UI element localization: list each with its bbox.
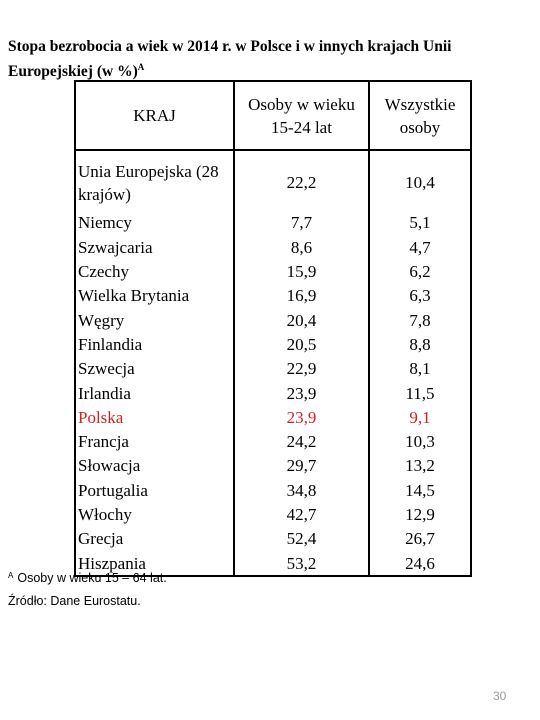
all-rate-cell: 4,7 bbox=[369, 235, 471, 259]
country-cell: Grecja bbox=[75, 527, 234, 551]
title-footnote-marker: A bbox=[137, 62, 145, 72]
all-rate-cell: 11,5 bbox=[369, 381, 471, 405]
table-row bbox=[75, 235, 471, 259]
page-title bbox=[8, 36, 538, 82]
all-rate-cell: 12,9 bbox=[369, 503, 471, 527]
youth-rate-cell: 22,9 bbox=[234, 357, 369, 381]
youth-rate-cell: 15,9 bbox=[234, 260, 369, 284]
header-all: Wszystkie osoby bbox=[369, 81, 471, 150]
all-rate-cell: 5,1 bbox=[369, 211, 471, 235]
country-cell: Unia Europejska (28 krajów) bbox=[75, 150, 234, 211]
all-rate-cell: 10,4 bbox=[369, 150, 471, 211]
youth-rate-cell: 16,9 bbox=[234, 284, 369, 308]
country-cell: Węgry bbox=[75, 308, 234, 332]
table-row bbox=[75, 211, 471, 235]
country-cell: Finlandia bbox=[75, 332, 234, 356]
table-row bbox=[75, 357, 471, 381]
footnote bbox=[8, 571, 167, 585]
youth-rate-cell: 23,9 bbox=[234, 381, 369, 405]
table-row bbox=[75, 478, 471, 502]
table-body bbox=[75, 150, 471, 576]
youth-rate-cell: 29,7 bbox=[234, 454, 369, 478]
youth-rate-cell: 8,6 bbox=[234, 235, 369, 259]
youth-rate-cell: 34,8 bbox=[234, 478, 369, 502]
header-youth: Osoby w wieku 15-24 lat bbox=[234, 81, 369, 150]
youth-rate-cell: 20,5 bbox=[234, 332, 369, 356]
all-rate-cell: 14,5 bbox=[369, 478, 471, 502]
country-cell: Szwecja bbox=[75, 357, 234, 381]
country-cell: Słowacja bbox=[75, 454, 234, 478]
table-row bbox=[75, 527, 471, 551]
country-cell: Portugalia bbox=[75, 478, 234, 502]
all-rate-cell: 6,3 bbox=[369, 284, 471, 308]
country-cell: Szwajcaria bbox=[75, 235, 234, 259]
country-cell: Niemcy bbox=[75, 211, 234, 235]
table-row bbox=[75, 150, 471, 211]
table-row bbox=[75, 260, 471, 284]
all-rate-cell: 7,8 bbox=[369, 308, 471, 332]
country-cell: Włochy bbox=[75, 503, 234, 527]
table-row bbox=[75, 430, 471, 454]
youth-rate-cell: 7,7 bbox=[234, 211, 369, 235]
all-rate-cell: 8,1 bbox=[369, 357, 471, 381]
footnote-text: Osoby w wieku 15 – 64 lat. bbox=[17, 571, 167, 585]
country-cell: Hiszpania bbox=[75, 551, 234, 576]
youth-rate-cell: 22,2 bbox=[234, 150, 369, 211]
youth-rate-cell: 52,4 bbox=[234, 527, 369, 551]
all-rate-cell: 13,2 bbox=[369, 454, 471, 478]
youth-rate-cell: 42,7 bbox=[234, 503, 369, 527]
table-row bbox=[75, 332, 471, 356]
source-note: Źródło: Dane Eurostatu. bbox=[8, 594, 141, 608]
country-cell: Polska bbox=[75, 405, 234, 429]
table-row bbox=[75, 308, 471, 332]
youth-rate-cell: 20,4 bbox=[234, 308, 369, 332]
footnote-marker: A bbox=[8, 571, 14, 580]
all-rate-cell: 10,3 bbox=[369, 430, 471, 454]
youth-rate-cell: 24,2 bbox=[234, 430, 369, 454]
all-rate-cell: 26,7 bbox=[369, 527, 471, 551]
country-cell: Irlandia bbox=[75, 381, 234, 405]
country-cell: Francja bbox=[75, 430, 234, 454]
table-row bbox=[75, 284, 471, 308]
table-row bbox=[75, 405, 471, 429]
unemployment-table bbox=[74, 80, 472, 577]
all-rate-cell: 8,8 bbox=[369, 332, 471, 356]
youth-rate-cell: 23,9 bbox=[234, 405, 369, 429]
country-cell: Czechy bbox=[75, 260, 234, 284]
table-row bbox=[75, 454, 471, 478]
country-cell: Wielka Brytania bbox=[75, 284, 234, 308]
table-row bbox=[75, 503, 471, 527]
all-rate-cell: 6,2 bbox=[369, 260, 471, 284]
all-rate-cell: 24,6 bbox=[369, 551, 471, 576]
youth-rate-cell: 53,2 bbox=[234, 551, 369, 576]
page-number: 30 bbox=[493, 689, 507, 703]
table-row bbox=[75, 381, 471, 405]
table-header-row bbox=[75, 81, 471, 150]
title-text: Stopa bezrobocia a wiek w 2014 r. w Polsce i w innych krajach Unii Europejskiej (w %) bbox=[8, 38, 452, 80]
header-country: KRAJ bbox=[75, 81, 234, 150]
all-rate-cell: 9,1 bbox=[369, 405, 471, 429]
